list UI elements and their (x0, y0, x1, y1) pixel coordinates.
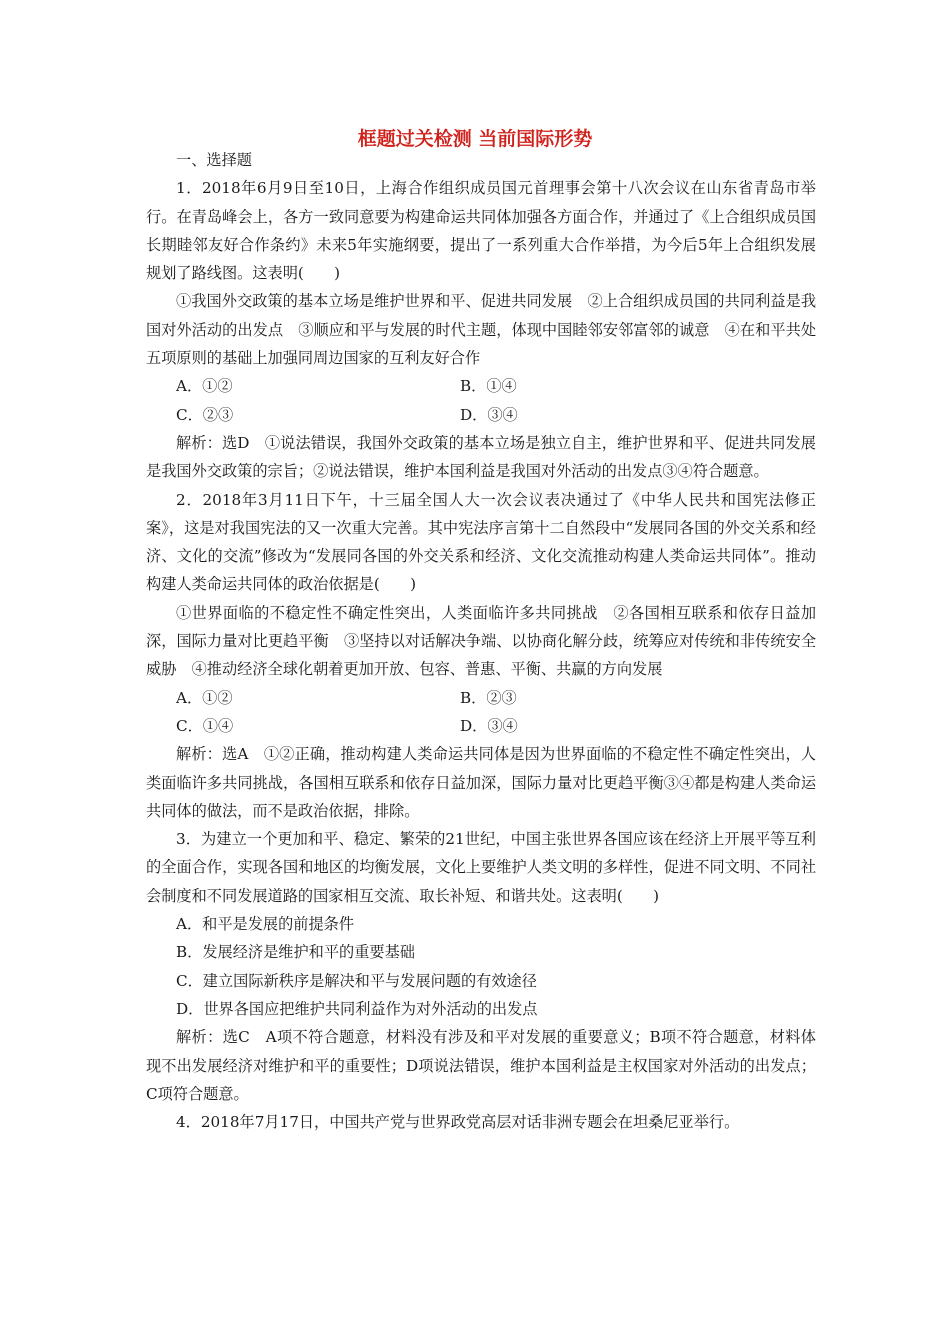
section-heading: 一、选择题 (176, 151, 252, 169)
question-1-analysis: 解析：选D ①说法错误，我国外交政策的基本立场是独立自主，维护世界和平、促进共同发展是我国外交政策的宗旨；②说法错误，维护本国利益是我国对外活动的出发点③④符合题意。 (146, 433, 816, 481)
question-1-options-row-1 (146, 372, 816, 400)
option-d: D．③④ (460, 405, 518, 424)
option-d: D．世界各国应把维护共同利益作为对外活动的出发点 (176, 999, 538, 1018)
question-1-stem: 1．2018年6月9日至10日，上海合作组织成员国元首理事会第十八次会议在山东省青岛市举行。在青岛峰会上，各方一致同意要为构建命运共同体加强各方面合作，并通过了《上合组织成员国长期睦邻友好合作条约》未来5年实施纲要，提出了一系列重大合作举措，为今后5年上合组织发展规划了路线图。这表明( ) (146, 179, 816, 283)
question-4-stem: 4．2018年7月17日，中国共产党与世界政党高层对话非洲专题会在坦桑尼亚举行。 (176, 1113, 740, 1132)
question-2-options-row-2 (146, 712, 816, 740)
option-a: A．和平是发展的前提条件 (176, 915, 355, 934)
option-c: C．建立国际新秩序是解决和平与发展问题的有效途径 (176, 971, 537, 990)
document-body (146, 146, 816, 1136)
question-2-items: ①世界面临的不稳定性不确定性突出，人类面临许多共同挑战 ②各国相互联系和依存日益加深，国际力量对比更趋平衡 ③坚持以对话解决争端、以协商化解分歧，统筹应对传统和非传统安全威胁 ④推动经济全球化朝着更加开放、包容、普惠、平衡、共赢的方向发展 (146, 603, 816, 679)
question-2-options-row-1 (146, 684, 816, 712)
option-d: D．③④ (460, 716, 518, 735)
page-title: 框题过关检测 当前国际形势 (357, 128, 593, 150)
question-2-stem: 2．2018年3月11日下午，十三届全国人大一次会议表决通过了《中华人民共和国宪法修正案》，这是对我国宪法的又一次重大完善。其中宪法序言第十二自然段中“发展同各国的外交关系和经济、文化的交流”修改为“发展同各国的外交关系和经济、文化交流推动构建人类命运共同体”。推动构建人类命运共同体的政治依据是( ) (146, 490, 816, 594)
option-b: B．①④ (460, 377, 517, 396)
option-c: C．①④ (176, 716, 234, 735)
question-1-items: ①我国外交政策的基本立场是维护世界和平、促进共同发展 ②上合组织成员国的共同利益是我国对外活动的出发点 ③顺应和平与发展的时代主题，体现中国睦邻安邻富邻的诚意 ④在和平共处五项原则的基础上加强同周边国家的互利友好合作 (146, 292, 816, 368)
option-c: C．②③ (176, 405, 234, 424)
option-b: B．②③ (460, 688, 517, 707)
question-2-analysis: 解析：选A ①②正确，推动构建人类命运共同体是因为世界面临的不稳定性不确定性突出，人类面临许多共同挑战，各国相互联系和依存日益加深，国际力量对比更趋平衡③④都是构建人类命运共同体的做法，而不是政治依据，排除。 (146, 745, 816, 820)
option-a: A．①② (176, 688, 233, 707)
option-a: A．①② (176, 377, 233, 396)
question-3-analysis: 解析：选C A项不符合题意，材料没有涉及和平对发展的重要意义；B项不符合题意，材料体现不出发展经济对维护和平的重要性；D项说法错误，维护本国利益是主权国家对外活动的出发点；C项符合题意。 (146, 1028, 816, 1103)
question-3-stem: 3．为建立一个更加和平、稳定、繁荣的21世纪，中国主张世界各国应该在经济上开展平等互利的全面合作，实现各国和地区的均衡发展，文化上要维护人类文明的多样性，促进不同文明、不同社会制度和不同发展道路的国家相互交流、取长补短、和谐共处。这表明( ) (146, 830, 816, 905)
option-b: B．发展经济是维护和平的重要基础 (176, 943, 415, 962)
question-1-options-row-2 (146, 401, 816, 429)
